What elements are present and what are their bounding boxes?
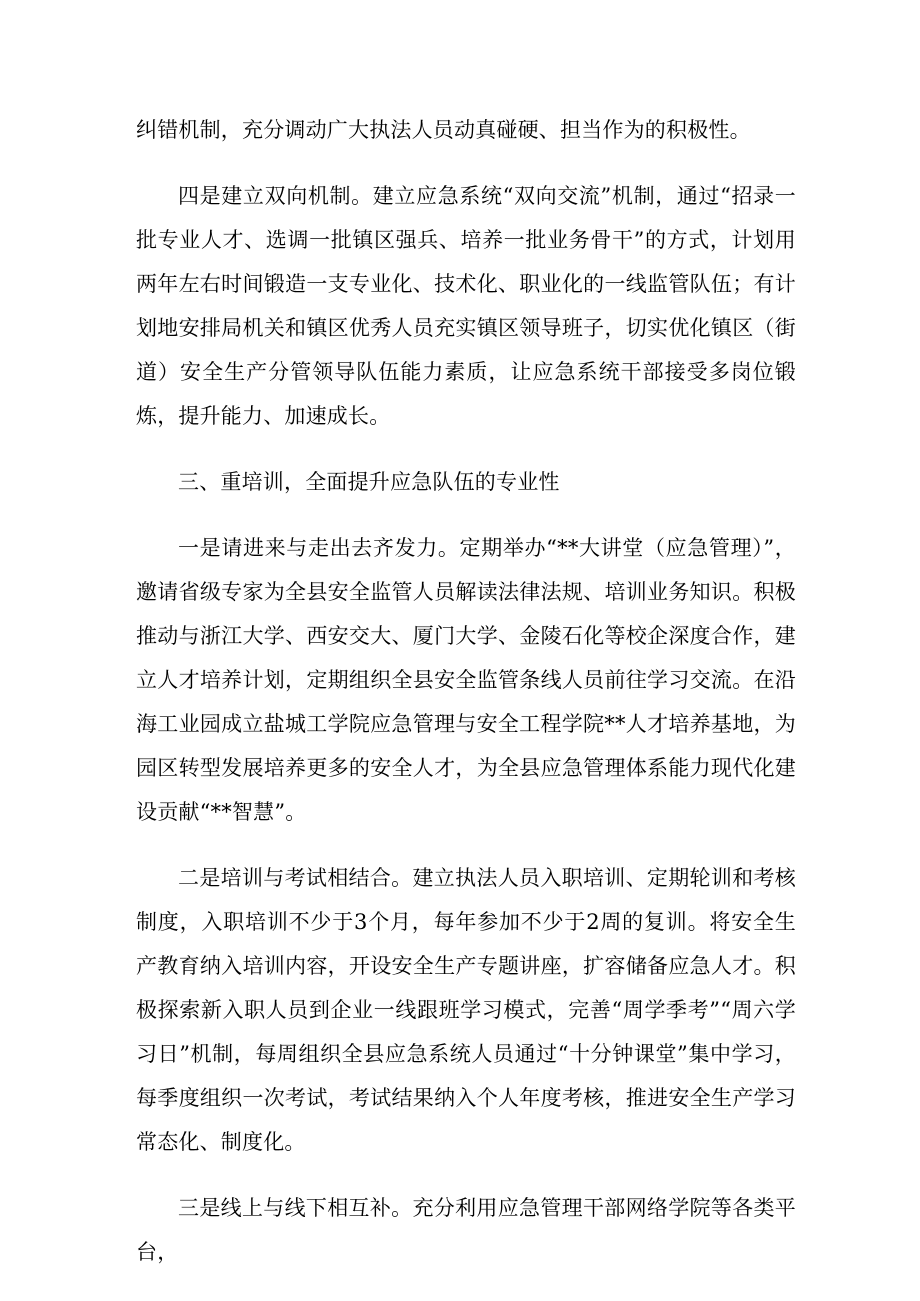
- paragraph-invite-and-go-out: 一是请进来与走出去齐发力。定期举办“**大讲堂（应急管理）”，邀请省级专家为全县安全监管人员解读法律法规、培训业务知识。积极推动与浙江大学、西安交大、厦门大学、金陵石化等校企深度合作，建立人才培养计划，定期组织全县安全监管条线人员前往学习交流。在沿海工业园成立盐城工学院应急管理与安全工程学院**人才培养基地，为园区转型发展培养更多的安全人才，为全县应急管理体系能力现代化建设贡献“**智慧”。: [136, 536, 796, 824]
- paragraph-two-way-mechanism: 四是建立双向机制。建立应急系统“双向交流”机制，通过“招录一批专业人才、选调一批镇区强兵、培养一批业务骨干”的方式，计划用两年左右时间锻造一支专业化、技术化、职业化的一线监管队伍；有计划地安排局机关和镇区优秀人员充实镇区领导班子，切实优化镇区（街道）安全生产分管领导队伍能力素质，让应急系统干部接受多岗位锻炼，提升能力、加速成长。: [136, 184, 796, 428]
- document-body: [136, 108, 796, 1296]
- paragraph-continuation: 纠错机制，充分调动广大执法人员动真碰硬、担当作为的积极性。: [136, 118, 751, 142]
- section-heading-training: 三、重培训，全面提升应急队伍的专业性: [178, 470, 560, 494]
- paragraph-online-offline: 三是线上与线下相互补。充分利用应急管理干部网络学院等各类平台，: [136, 1196, 796, 1264]
- paragraph-training-and-exams: 二是培训与考试相结合。建立执法人员入职培训、定期轮训和考核制度，入职培训不少于3个月，每年参加不少于2周的复训。将安全生产教育纳入培训内容，开设安全生产专题讲座，扩容储备应急人才。积极探索新入职人员到企业一线跟班学习模式，完善“周学季考”“周六学习日”机制，每周组织全县应急系统人员通过“十分钟课堂”集中学习，每季度组织一次考试，考试结果纳入个人年度考核，推进安全生产学习常态化、制度化。: [136, 866, 796, 1154]
